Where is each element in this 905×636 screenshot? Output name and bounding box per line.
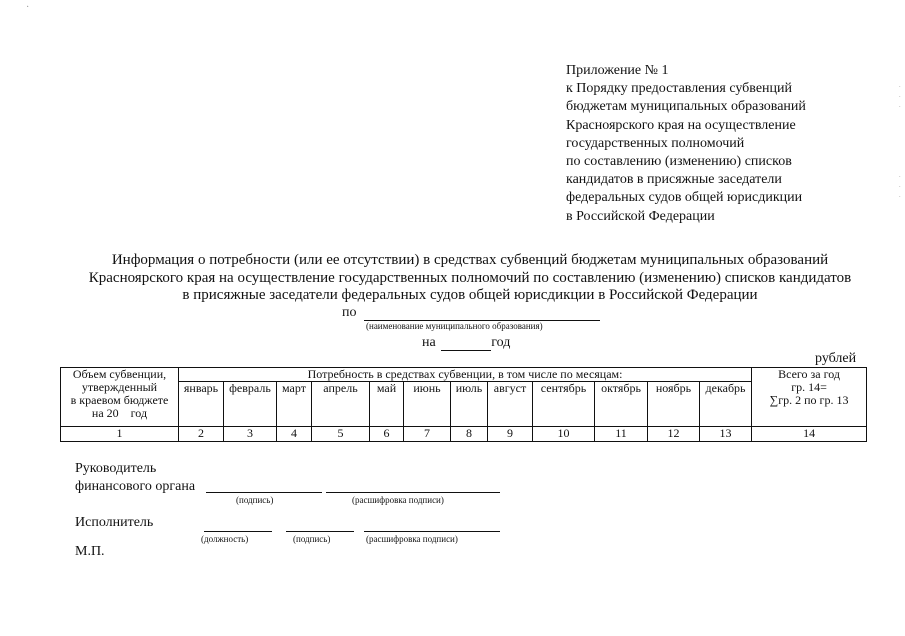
column-number: 13 bbox=[700, 427, 752, 442]
month-header-feb: февраль bbox=[224, 382, 277, 427]
header-line: в краевом бюджете bbox=[70, 393, 169, 407]
appendix-line: федеральных судов общей юрисдикции bbox=[566, 190, 803, 206]
year-label: год bbox=[491, 335, 511, 350]
header-line: Всего за год bbox=[778, 367, 840, 381]
executor-decode-field[interactable] bbox=[364, 518, 500, 532]
month-header-dec: декабрь bbox=[700, 382, 752, 427]
executor-position-field[interactable] bbox=[204, 518, 272, 532]
header-line: на 20 год bbox=[91, 406, 148, 420]
column-number: 2 bbox=[179, 427, 224, 442]
executor-sign-note: (подпись) bbox=[293, 534, 331, 544]
month-header-oct: октябрь bbox=[595, 382, 648, 427]
column-number: 14 bbox=[752, 427, 867, 442]
annual-total-header bbox=[752, 368, 867, 427]
column-number: 6 bbox=[370, 427, 404, 442]
appendix-line: кандидатов в присяжные заседатели bbox=[566, 172, 782, 188]
appendix-line: государственных полномочий bbox=[566, 135, 745, 151]
month-header-mar: март bbox=[277, 382, 312, 427]
executor-label: Исполнитель bbox=[75, 515, 154, 530]
month-header-jun: июнь bbox=[404, 382, 451, 427]
executor-signature-field[interactable] bbox=[286, 518, 354, 532]
appendix-line: Приложение № 1 bbox=[566, 63, 669, 78]
appendix-line: к Порядку предоставления субвенций bbox=[566, 81, 793, 97]
year-line bbox=[422, 334, 510, 351]
po-label: по bbox=[342, 305, 357, 320]
month-header-sep: сентябрь bbox=[533, 382, 595, 427]
municipality-note: (наименование муниципального образования) bbox=[366, 321, 543, 331]
subsidy-volume-header bbox=[61, 368, 179, 427]
municipality-field[interactable] bbox=[364, 304, 600, 321]
monthly-need-header: Потребность в средствах субвенции, в том числе по месяцам: bbox=[179, 368, 752, 382]
column-number: 12 bbox=[648, 427, 700, 442]
column-number: 9 bbox=[488, 427, 533, 442]
stamp-label: М.П. bbox=[75, 544, 105, 559]
header-line: утвержденный bbox=[81, 380, 158, 394]
scan-mark: · bbox=[26, 2, 30, 13]
month-header-nov: ноябрь bbox=[648, 382, 700, 427]
column-number: 7 bbox=[404, 427, 451, 442]
appendix-block bbox=[566, 62, 806, 226]
scan-artifact: · · · bbox=[898, 83, 901, 111]
column-number: 8 bbox=[451, 427, 488, 442]
column-number: 1 bbox=[61, 427, 179, 442]
month-header-may: май bbox=[370, 382, 404, 427]
head-decode-field[interactable] bbox=[326, 478, 500, 493]
head-signature-field[interactable] bbox=[206, 478, 322, 493]
appendix-line: в Российской Федерации bbox=[566, 208, 715, 224]
column-number: 5 bbox=[312, 427, 370, 442]
header-line: Объем субвенции, bbox=[72, 367, 167, 381]
executor-decode-note: (расшифровка подписи) bbox=[366, 534, 458, 544]
year-field[interactable] bbox=[441, 334, 491, 351]
head-decode-note: (расшифровка подписи) bbox=[352, 495, 444, 505]
column-number: 4 bbox=[277, 427, 312, 442]
month-header-jul: июль bbox=[451, 382, 488, 427]
municipality-line bbox=[342, 304, 600, 321]
column-number: 11 bbox=[595, 427, 648, 442]
finance-body-label: финансового органа bbox=[75, 479, 196, 494]
title-line: в присяжные заседатели федеральных судов общей юрисдикции в Российской Федерации bbox=[182, 287, 758, 303]
header-line: ∑гр. 2 по гр. 13 bbox=[769, 393, 849, 407]
title-line: Красноярского края на осуществление государственных полномочий по составлению (изменению) списков кандидатов bbox=[88, 269, 852, 286]
appendix-line: бюджетам муниципальных образований bbox=[566, 99, 806, 115]
month-header-apr: апрель bbox=[312, 382, 370, 427]
month-header-jan: январь bbox=[179, 382, 224, 427]
appendix-line: по составлению (изменению) списков bbox=[566, 154, 792, 170]
head-label: Руководитель bbox=[75, 461, 157, 476]
scan-artifact: · · · bbox=[898, 173, 901, 201]
appendix-line: Красноярского края на осуществление bbox=[566, 117, 796, 133]
document-title bbox=[60, 252, 880, 305]
column-number: 10 bbox=[533, 427, 595, 442]
head-sign-note: (подпись) bbox=[236, 495, 274, 505]
na-label: на bbox=[422, 335, 436, 350]
subsidy-table bbox=[60, 367, 867, 442]
title-line: Информация о потребности (или ее отсутствии) в средствах субвенций бюджетам муниципальных образований bbox=[111, 252, 829, 268]
column-number: 3 bbox=[224, 427, 277, 442]
header-line: гр. 14= bbox=[791, 380, 827, 394]
currency-label: рублей bbox=[815, 351, 857, 366]
month-header-aug: август bbox=[488, 382, 533, 427]
executor-position-note: (должность) bbox=[201, 534, 249, 544]
